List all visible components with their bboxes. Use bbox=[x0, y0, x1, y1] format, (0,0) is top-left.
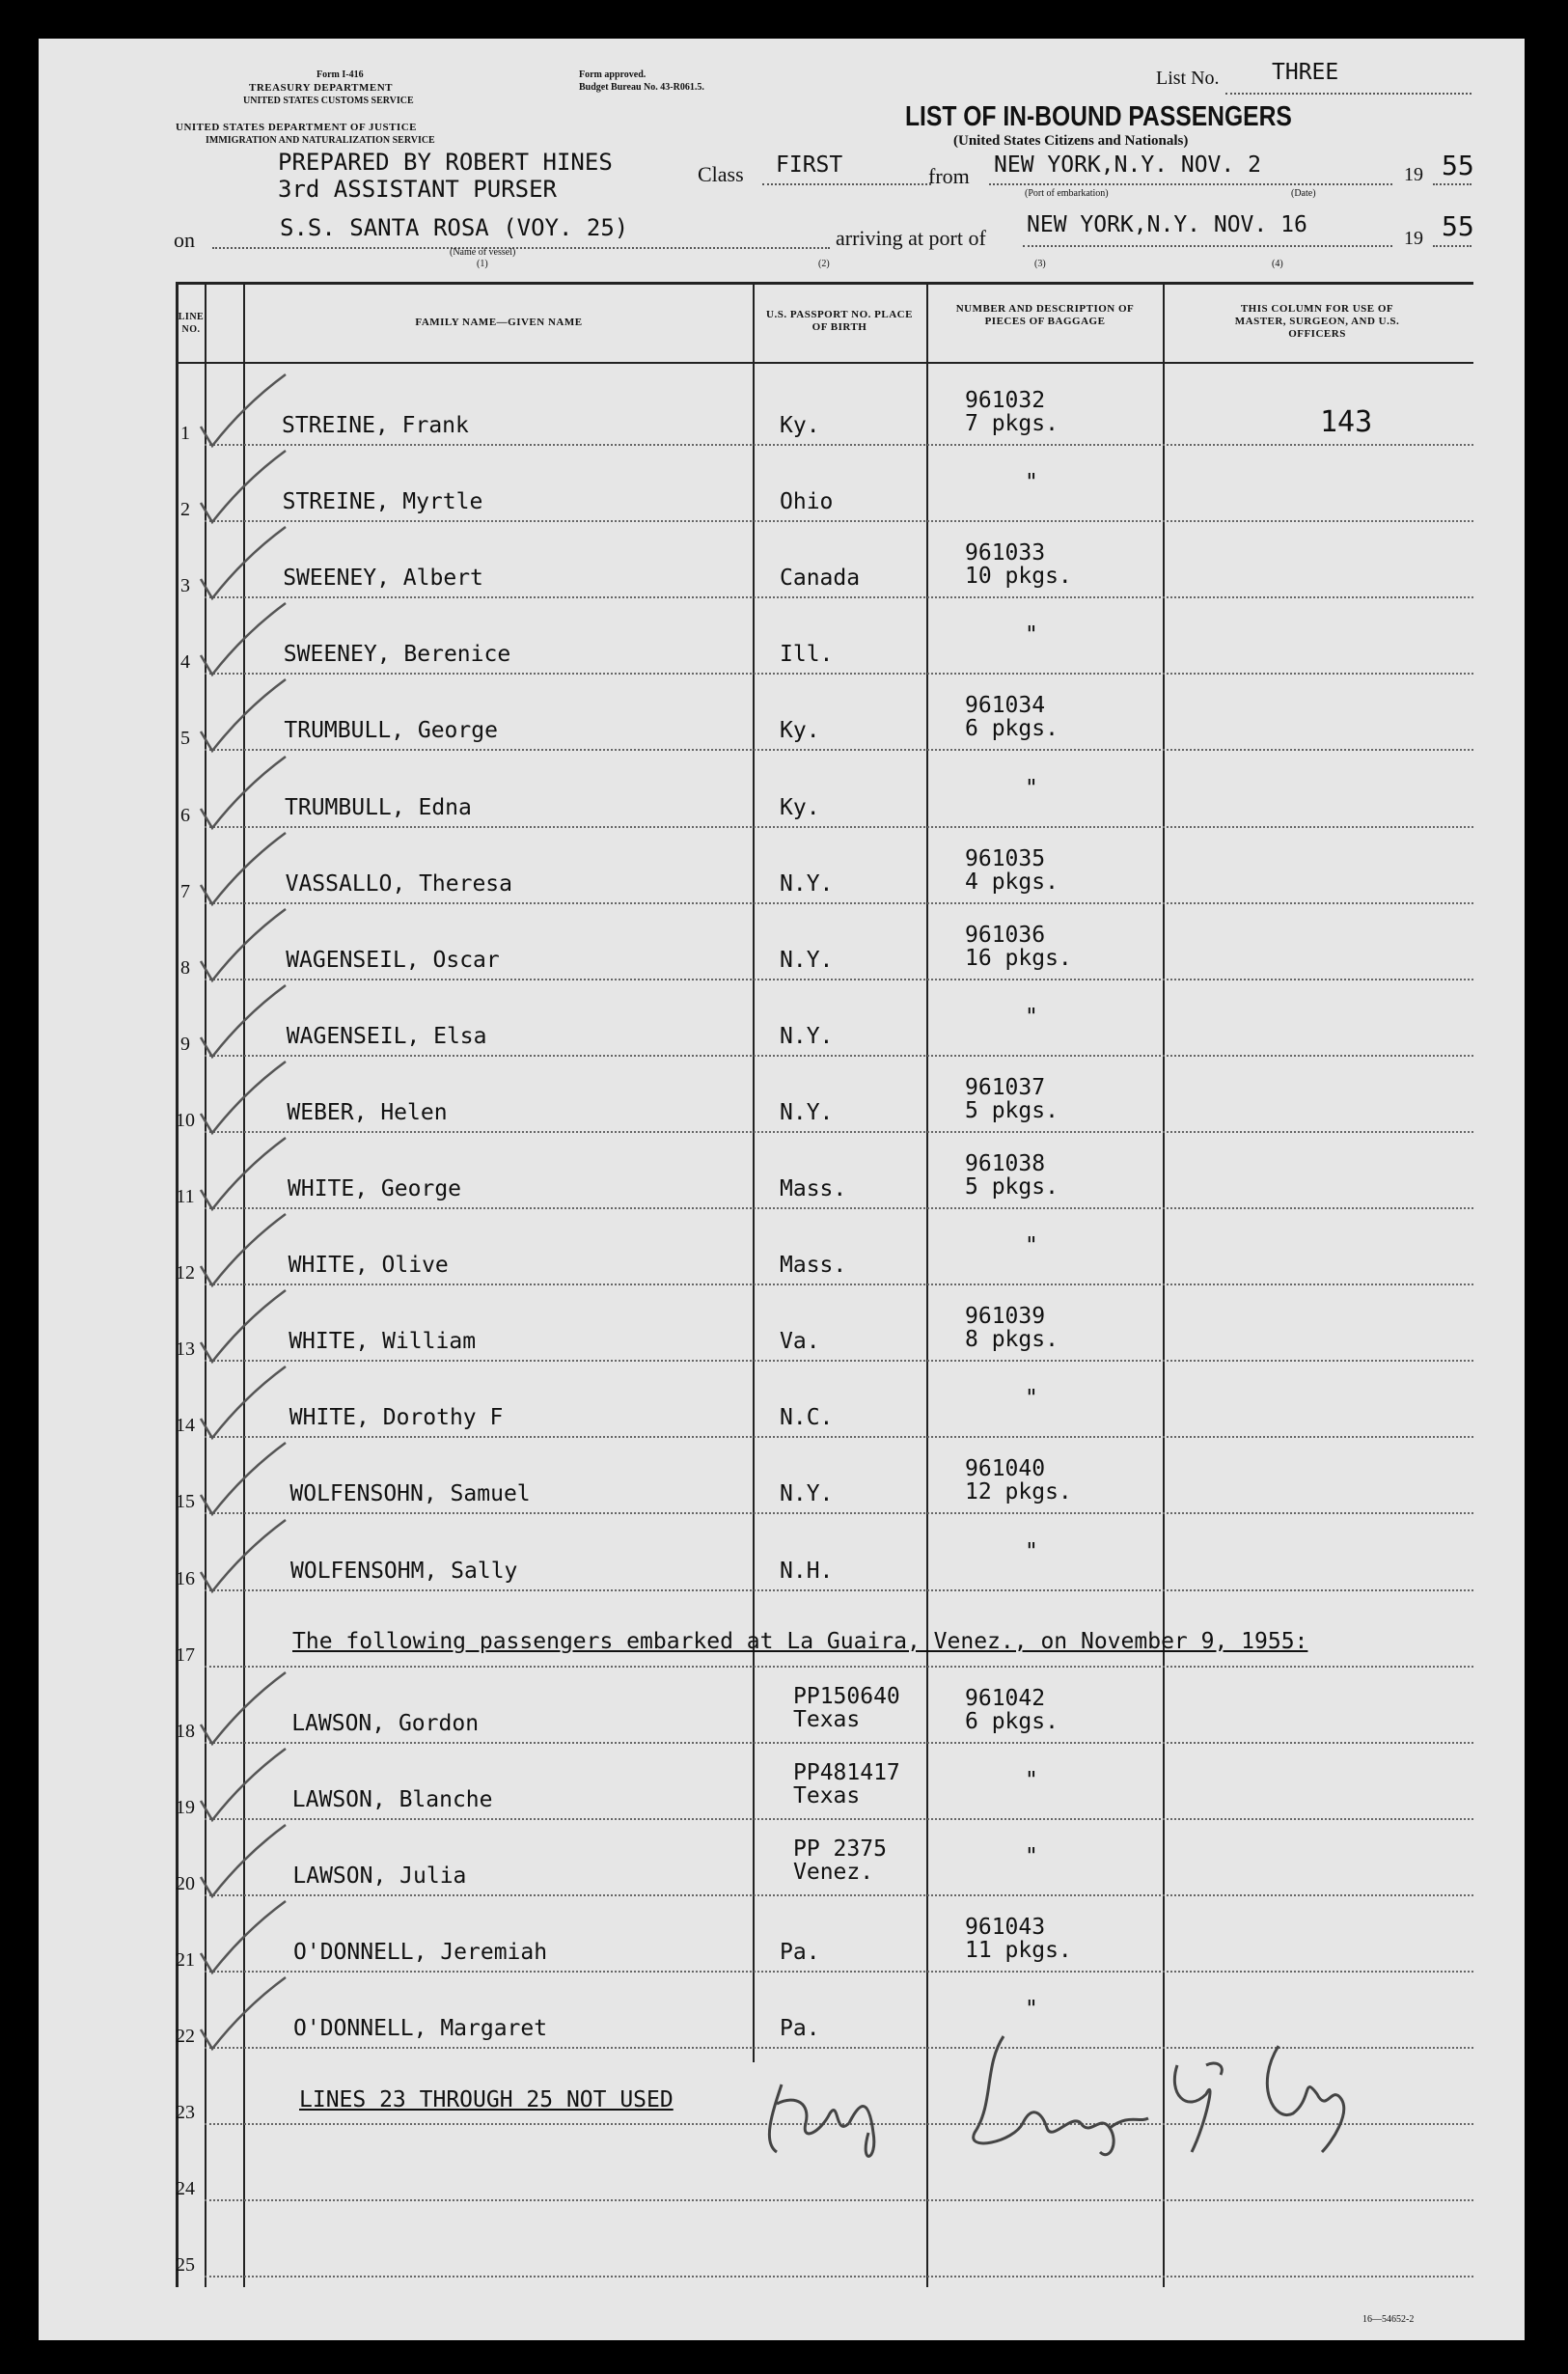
place-of-birth: Va. bbox=[780, 1329, 820, 1355]
purser-title: 3rd ASSISTANT PURSER bbox=[278, 176, 557, 203]
treasury-dept: TREASURY DEPARTMENT bbox=[249, 82, 393, 94]
row-dotted-line bbox=[205, 1818, 1473, 1820]
baggage-number: 961038 bbox=[965, 1151, 1046, 1176]
col-name: FAMILY NAME—GIVEN NAME bbox=[415, 317, 583, 328]
col-line-no: LINE NO. bbox=[178, 312, 205, 335]
ditto-mark: " bbox=[1025, 1004, 1038, 1030]
baggage-number: 961032 bbox=[965, 388, 1046, 413]
row-dotted-line bbox=[205, 1207, 1473, 1209]
vessel-caption: (Name of vessel) bbox=[450, 247, 516, 258]
passenger-name: WHITE, William bbox=[289, 1329, 477, 1355]
passenger-name: VASSALLO, Theresa bbox=[285, 870, 512, 897]
passport-number: PP481417 bbox=[793, 1759, 900, 1785]
col-officers: THIS COLUMN FOR USE OF MASTER, SURGEON, AND U.S. OFFICERS bbox=[1234, 303, 1400, 340]
form-number: Form I-416 bbox=[316, 69, 364, 80]
passenger-name: WAGENSEIL, Elsa bbox=[286, 1023, 487, 1049]
row-dotted-line bbox=[205, 1512, 1473, 1514]
arriving-value: NEW YORK,N.Y. NOV. 16 bbox=[1027, 212, 1307, 237]
place-of-birth: Canada bbox=[780, 566, 861, 592]
passenger-name: LAWSON, Julia bbox=[292, 1863, 467, 1889]
list-no-value: THREE bbox=[1272, 60, 1339, 85]
year-prefix-2: 19 bbox=[1404, 228, 1423, 249]
line-number: 10 bbox=[176, 1109, 195, 1131]
baggage-number: 961039 bbox=[965, 1304, 1046, 1330]
place-of-birth: Texas bbox=[793, 1706, 861, 1732]
baggage-number: 961034 bbox=[965, 693, 1046, 719]
baggage-number: 961043 bbox=[965, 1915, 1046, 1940]
baggage-pieces: 6 pkgs. bbox=[965, 1708, 1059, 1734]
baggage-pieces: 6 pkgs. bbox=[965, 716, 1059, 742]
line-number: 1 bbox=[180, 423, 190, 444]
check-mark bbox=[179, 1130, 295, 1217]
class-value: FIRST bbox=[776, 152, 843, 178]
ditto-mark: " bbox=[1025, 470, 1038, 496]
place-of-birth: N.Y. bbox=[780, 1099, 834, 1125]
line-number: 5 bbox=[180, 728, 190, 750]
ditto-mark: " bbox=[1025, 1538, 1038, 1564]
line-number: 6 bbox=[180, 804, 190, 826]
passenger-name: LAWSON, Gordon bbox=[291, 1710, 480, 1736]
row-dotted-line bbox=[205, 1360, 1473, 1362]
year-prefix-1: 19 bbox=[1404, 164, 1423, 185]
row-dotted-line bbox=[205, 1894, 1473, 1896]
row-dotted-line bbox=[205, 2276, 1473, 2277]
row-dotted-line bbox=[205, 1971, 1473, 1973]
passenger-name: WHITE, Dorothy F bbox=[289, 1405, 504, 1431]
year-1: 55 bbox=[1442, 150, 1474, 181]
vessel-name: S.S. SANTA ROSA (VOY. 25) bbox=[280, 214, 629, 241]
place-of-birth: N.Y. bbox=[780, 947, 834, 973]
place-of-birth: N.Y. bbox=[780, 870, 834, 897]
arriving-label: arriving at port of bbox=[836, 226, 986, 250]
check-mark bbox=[179, 1283, 295, 1369]
passenger-name: WAGENSEIL, Oscar bbox=[286, 947, 500, 973]
place-of-birth: Ky. bbox=[780, 794, 820, 820]
class-label: Class bbox=[698, 162, 744, 186]
ditto-mark: " bbox=[1025, 1233, 1038, 1259]
place-of-birth: Ky. bbox=[780, 413, 820, 438]
line-number: 12 bbox=[176, 1262, 195, 1284]
passport-number: PP150640 bbox=[793, 1683, 900, 1709]
row-dotted-line bbox=[205, 1742, 1473, 1744]
line-number: 13 bbox=[176, 1339, 195, 1361]
row-dotted-line bbox=[205, 673, 1473, 675]
officers-note: 143 bbox=[1320, 405, 1373, 439]
check-mark bbox=[179, 825, 295, 912]
baggage-pieces: 4 pkgs. bbox=[965, 869, 1059, 895]
form-approved: Form approved. bbox=[579, 69, 646, 80]
check-mark bbox=[179, 749, 295, 836]
line-number: 15 bbox=[176, 1491, 195, 1513]
form-title: LIST OF IN-BOUND PASSENGERS bbox=[905, 101, 1292, 132]
check-mark bbox=[179, 519, 295, 606]
line-number: 22 bbox=[176, 2026, 195, 2048]
place-of-birth: N.Y. bbox=[780, 1023, 834, 1049]
budget-bureau: Budget Bureau No. 43-R061.5. bbox=[579, 82, 704, 93]
form-subtitle: (United States Citizens and Nationals) bbox=[953, 133, 1189, 149]
dept-justice: UNITED STATES DEPARTMENT OF JUSTICE bbox=[176, 122, 417, 133]
baggage-number: 961036 bbox=[965, 922, 1046, 948]
row-dotted-line bbox=[205, 1436, 1473, 1438]
row-dotted-line bbox=[205, 826, 1473, 828]
lines-not-used: LINES 23 THROUGH 25 NOT USED bbox=[299, 2087, 674, 2112]
baggage-pieces: 12 pkgs. bbox=[965, 1479, 1072, 1505]
line-number: 11 bbox=[176, 1186, 195, 1207]
baggage-pieces: 7 pkgs. bbox=[965, 411, 1059, 436]
baggage-pieces: 8 pkgs. bbox=[965, 1327, 1059, 1353]
passenger-name: WOLFENSOHM, Sally bbox=[290, 1558, 518, 1584]
line-number: 8 bbox=[180, 956, 190, 979]
line-number: 17 bbox=[176, 1643, 195, 1666]
line-number: 3 bbox=[180, 575, 190, 597]
passport-number: PP 2375 bbox=[793, 1836, 887, 1862]
caption-1: (1) bbox=[477, 259, 488, 269]
baggage-pieces: 16 pkgs. bbox=[965, 945, 1072, 971]
row-dotted-line bbox=[205, 520, 1473, 522]
caption-4: (4) bbox=[1272, 259, 1283, 269]
line-number: 21 bbox=[176, 1949, 195, 1971]
baggage-number: 961033 bbox=[965, 540, 1046, 566]
check-mark bbox=[179, 1741, 295, 1828]
line-number: 18 bbox=[176, 1720, 195, 1742]
place-of-birth: Mass. bbox=[780, 1253, 847, 1279]
col-baggage: NUMBER AND DESCRIPTION OF PIECES OF BAGGAGE bbox=[955, 303, 1135, 327]
place-of-birth: Texas bbox=[793, 1782, 861, 1808]
line-number: 20 bbox=[176, 1872, 195, 1894]
passenger-name: SWEENEY, Berenice bbox=[283, 642, 511, 668]
passenger-name: SWEENEY, Albert bbox=[283, 566, 483, 592]
ditto-mark: " bbox=[1025, 1843, 1038, 1869]
row-dotted-line bbox=[205, 749, 1473, 751]
embark-note: The following passengers embarked at La Guaira, Venez., on November 9, 1955: bbox=[292, 1629, 1308, 1654]
check-mark bbox=[179, 367, 295, 454]
check-mark bbox=[179, 978, 295, 1064]
check-mark bbox=[179, 1054, 295, 1141]
check-mark bbox=[179, 1665, 295, 1752]
check-mark bbox=[179, 901, 295, 988]
prepared-by: PREPARED BY ROBERT HINES bbox=[278, 149, 613, 176]
ditto-mark: " bbox=[1025, 775, 1038, 801]
from-label: from bbox=[928, 164, 970, 188]
check-mark bbox=[179, 443, 295, 530]
passenger-name: O'DONNELL, Jeremiah bbox=[293, 1940, 548, 1965]
on-label: on bbox=[174, 228, 195, 252]
date-caption: (Date) bbox=[1291, 188, 1316, 199]
line-number: 16 bbox=[176, 1567, 195, 1589]
place-of-birth: Pa. bbox=[780, 2016, 820, 2042]
customs-service: UNITED STATES CUSTOMS SERVICE bbox=[243, 96, 414, 106]
row-dotted-line bbox=[205, 1589, 1473, 1591]
passenger-name: WOLFENSOHN, Samuel bbox=[289, 1481, 531, 1507]
check-mark bbox=[179, 1970, 295, 2057]
row-dotted-line bbox=[205, 902, 1473, 904]
baggage-number: 961042 bbox=[965, 1685, 1046, 1711]
passenger-name: O'DONNELL, Margaret bbox=[293, 2016, 548, 2042]
passenger-name: WEBER, Helen bbox=[287, 1099, 448, 1125]
check-mark bbox=[179, 1206, 295, 1293]
ditto-mark: " bbox=[1025, 1386, 1038, 1412]
place-of-birth: Venez. bbox=[793, 1859, 874, 1885]
check-mark bbox=[179, 1435, 295, 1522]
list-no-label: List No. bbox=[1156, 68, 1220, 89]
row-dotted-line bbox=[205, 2199, 1473, 2201]
line-number: 2 bbox=[180, 499, 190, 521]
line-number: 4 bbox=[180, 651, 190, 674]
line-number: 23 bbox=[176, 2102, 195, 2124]
passenger-name: STREINE, Frank bbox=[282, 413, 469, 438]
row-dotted-line bbox=[205, 979, 1473, 980]
col-passport: U.S. PASSPORT NO. PLACE OF BIRTH bbox=[766, 309, 913, 333]
from-value: NEW YORK,N.Y. NOV. 2 bbox=[994, 152, 1261, 178]
line-number: 24 bbox=[176, 2178, 195, 2200]
passenger-name: TRUMBULL, Edna bbox=[285, 794, 472, 820]
baggage-number: 961035 bbox=[965, 845, 1046, 871]
check-mark bbox=[179, 1359, 295, 1446]
row-dotted-line bbox=[205, 596, 1473, 598]
place-of-birth: N.C. bbox=[780, 1405, 834, 1431]
baggage-number: 961040 bbox=[965, 1456, 1046, 1482]
passenger-name: WHITE, Olive bbox=[288, 1253, 449, 1279]
caption-2: (2) bbox=[818, 259, 830, 269]
passenger-name: STREINE, Myrtle bbox=[282, 489, 483, 515]
officer-signature bbox=[753, 2007, 1370, 2171]
line-number: 7 bbox=[180, 880, 190, 902]
row-dotted-line bbox=[205, 1055, 1473, 1057]
row-dotted-line bbox=[205, 444, 1473, 446]
port-embark-caption: (Port of embarkation) bbox=[1025, 188, 1109, 199]
line-number: 25 bbox=[176, 2254, 195, 2277]
passenger-name: LAWSON, Blanche bbox=[291, 1786, 493, 1812]
ditto-mark: " bbox=[1025, 1767, 1038, 1793]
line-number: 14 bbox=[176, 1415, 195, 1437]
place-of-birth: N.H. bbox=[780, 1558, 834, 1584]
baggage-pieces: 11 pkgs. bbox=[965, 1938, 1072, 1963]
check-mark bbox=[179, 1512, 295, 1599]
place-of-birth: Ill. bbox=[780, 642, 834, 668]
immigration-service: IMMIGRATION AND NATURALIZATION SERVICE bbox=[206, 135, 435, 146]
year-2: 55 bbox=[1442, 210, 1474, 242]
baggage-pieces: 10 pkgs. bbox=[965, 564, 1072, 590]
baggage-pieces: 5 pkgs. bbox=[965, 1174, 1059, 1200]
row-dotted-line bbox=[205, 1666, 1473, 1668]
place-of-birth: Ohio bbox=[780, 489, 834, 515]
ditto-mark: " bbox=[1025, 1997, 1038, 2023]
passenger-name: WHITE, George bbox=[288, 1176, 462, 1201]
ditto-mark: " bbox=[1025, 622, 1038, 649]
baggage-number: 961037 bbox=[965, 1074, 1046, 1100]
place-of-birth: Pa. bbox=[780, 1940, 820, 1965]
check-mark bbox=[179, 595, 295, 682]
passenger-name: TRUMBULL, George bbox=[284, 718, 498, 744]
check-mark bbox=[179, 1893, 295, 1980]
place-of-birth: Mass. bbox=[780, 1176, 847, 1201]
line-number: 9 bbox=[180, 1033, 190, 1055]
row-dotted-line bbox=[205, 1131, 1473, 1133]
place-of-birth: Ky. bbox=[780, 718, 820, 744]
place-of-birth: N.Y. bbox=[780, 1481, 834, 1507]
check-mark bbox=[179, 1817, 295, 1904]
baggage-pieces: 5 pkgs. bbox=[965, 1097, 1059, 1123]
check-mark bbox=[179, 672, 295, 759]
footer-code: 16—54652-2 bbox=[1362, 2314, 1415, 2325]
caption-3: (3) bbox=[1034, 259, 1046, 269]
line-number: 19 bbox=[176, 1796, 195, 1818]
row-dotted-line bbox=[205, 1284, 1473, 1285]
